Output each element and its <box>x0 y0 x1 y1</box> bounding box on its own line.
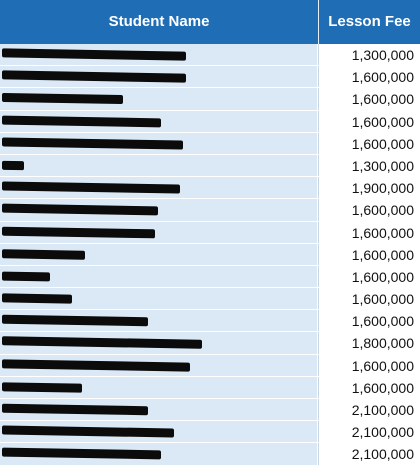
lesson-fee-cell: 1,600,000 <box>318 244 420 265</box>
lesson-fee-cell: 1,600,000 <box>318 266 420 287</box>
table-row <box>0 133 420 155</box>
redacted-name-bar <box>2 293 72 303</box>
table-header <box>0 0 420 44</box>
redacted-name-bar <box>2 182 180 194</box>
table-row <box>0 111 420 133</box>
table-row <box>0 88 420 110</box>
table-row <box>0 244 420 266</box>
student-name-cell <box>0 266 318 287</box>
lesson-fee-header: Lesson Fee <box>328 13 411 30</box>
redacted-name-bar <box>2 359 190 371</box>
table-body <box>0 44 420 465</box>
lesson-fee-cell: 2,100,000 <box>318 399 420 420</box>
table-row <box>0 399 420 421</box>
student-name-cell <box>0 377 318 398</box>
lesson-fee-cell: 1,600,000 <box>318 199 420 220</box>
lesson-fee-cell: 1,300,000 <box>318 155 420 176</box>
lesson-fee-cell: 1,600,000 <box>318 88 420 109</box>
lesson-fee-cell: 1,600,000 <box>318 66 420 87</box>
lesson-fee-cell: 1,600,000 <box>318 111 420 132</box>
redacted-name-bar <box>2 161 24 170</box>
redacted-name-bar <box>2 271 50 281</box>
redacted-name-bar <box>2 71 186 83</box>
table-row <box>0 155 420 177</box>
student-name-cell <box>0 111 318 132</box>
redacted-name-bar <box>2 337 202 349</box>
lesson-fee-cell: 1,600,000 <box>318 310 420 331</box>
table-row <box>0 377 420 399</box>
table-row <box>0 332 420 354</box>
student-name-header: Student Name <box>0 0 319 44</box>
table-row <box>0 355 420 377</box>
lesson-fee-cell: 1,600,000 <box>318 377 420 398</box>
table-row <box>0 421 420 443</box>
student-name-cell <box>0 244 318 265</box>
redacted-name-bar <box>2 404 148 416</box>
student-name-cell <box>0 332 318 353</box>
table-row <box>0 266 420 288</box>
lesson-fee-cell: 1,600,000 <box>318 288 420 309</box>
table-row <box>0 443 420 465</box>
student-name-cell <box>0 355 318 376</box>
redacted-name-bar <box>2 93 123 104</box>
student-name-cell <box>0 399 318 420</box>
lesson-fee-cell: 1,300,000 <box>318 44 420 65</box>
redacted-name-bar <box>2 137 183 149</box>
lesson-fee-cell: 1,800,000 <box>318 332 420 353</box>
redacted-name-bar <box>2 115 161 127</box>
table-row <box>0 177 420 199</box>
table-row <box>0 66 420 88</box>
redacted-name-bar <box>2 382 82 392</box>
lesson-fee-cell: 1,600,000 <box>318 222 420 243</box>
table-row <box>0 222 420 244</box>
student-name-cell <box>0 199 318 220</box>
student-name-cell <box>0 155 318 176</box>
student-name-cell <box>0 44 318 65</box>
table-row <box>0 288 420 310</box>
student-name-cell <box>0 177 318 198</box>
redacted-name-bar <box>2 204 158 216</box>
table-row <box>0 44 420 66</box>
table-row <box>0 310 420 332</box>
redacted-name-bar <box>2 448 161 460</box>
student-name-cell <box>0 310 318 331</box>
redacted-name-bar <box>2 426 174 438</box>
table-row <box>0 199 420 221</box>
student-name-cell <box>0 66 318 87</box>
student-name-cell <box>0 133 318 154</box>
redacted-name-bar <box>2 226 155 238</box>
student-name-cell <box>0 288 318 309</box>
redacted-name-bar <box>2 315 148 327</box>
lesson-fee-cell: 1,900,000 <box>318 177 420 198</box>
lesson-fee-cell: 2,100,000 <box>318 443 420 464</box>
lesson-fee-cell: 1,600,000 <box>318 355 420 376</box>
redacted-name-bar <box>2 249 85 259</box>
student-name-cell <box>0 443 318 464</box>
student-name-cell <box>0 88 318 109</box>
redacted-name-bar <box>2 48 186 60</box>
student-name-cell <box>0 222 318 243</box>
lesson-fee-cell: 2,100,000 <box>318 421 420 442</box>
student-name-cell <box>0 421 318 442</box>
lesson-fee-cell: 1,600,000 <box>318 133 420 154</box>
